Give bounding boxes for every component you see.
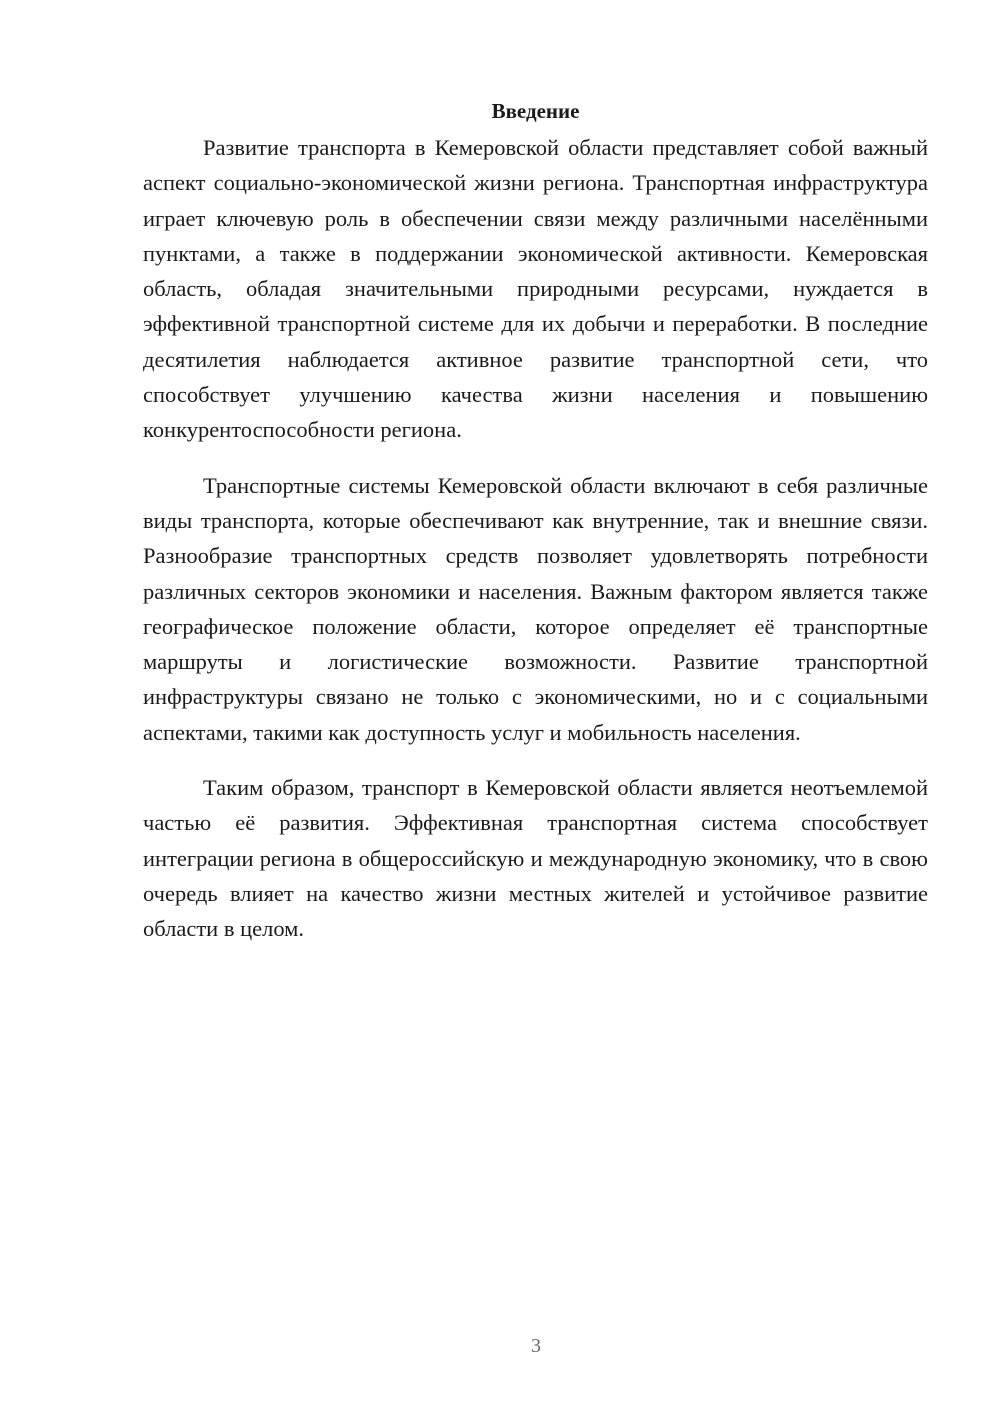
paragraph-3: Таким образом, транспорт в Кемеровской области является неотъемлемой частью её развития. Эффективная транспортная система способствует интеграции региона в общероссийскую и международную экономику, что в свою очередь влияет на качество жизни местных жителей и устойчивое развитие области в целом. xyxy=(143,775,928,942)
page-content xyxy=(143,96,928,967)
page-number: 3 xyxy=(531,1335,541,1357)
paragraph-2: Транспортные системы Кемеровской области включают в себя различные виды транспорта, которые обеспечивают как внутренние, так и внешние связи. Разнообразие транспортных средств позволяет удовлетворять потребности различных секторов экономики и населения. Важным фактором является также географическое положение области, которое определяет её транспортные маршруты и логистические возможности. Развитие транспортной инфраструктуры связано не только с экономическими, но и с социальными аспектами, такими как доступность услуг и мобильность населения. xyxy=(143,472,928,745)
paragraph-1: Развитие транспорта в Кемеровской области представляет собой важный аспект социально-экономической жизни региона. Транспортная инфраструктура играет ключевую роль в обеспечении связи между различными населёнными пунктами, а также в поддержании экономической активности. Кемеровская область, обладая значительными природными ресурсами, нуждается в эффективной транспортной системе для их добычи и переработки. В последние десятилетия наблюдается активное развитие транспортной сети, что способствует улучшению качества жизни населения и повышению конкурентоспособности региона. xyxy=(143,135,928,443)
section-title: Введение xyxy=(491,99,580,123)
